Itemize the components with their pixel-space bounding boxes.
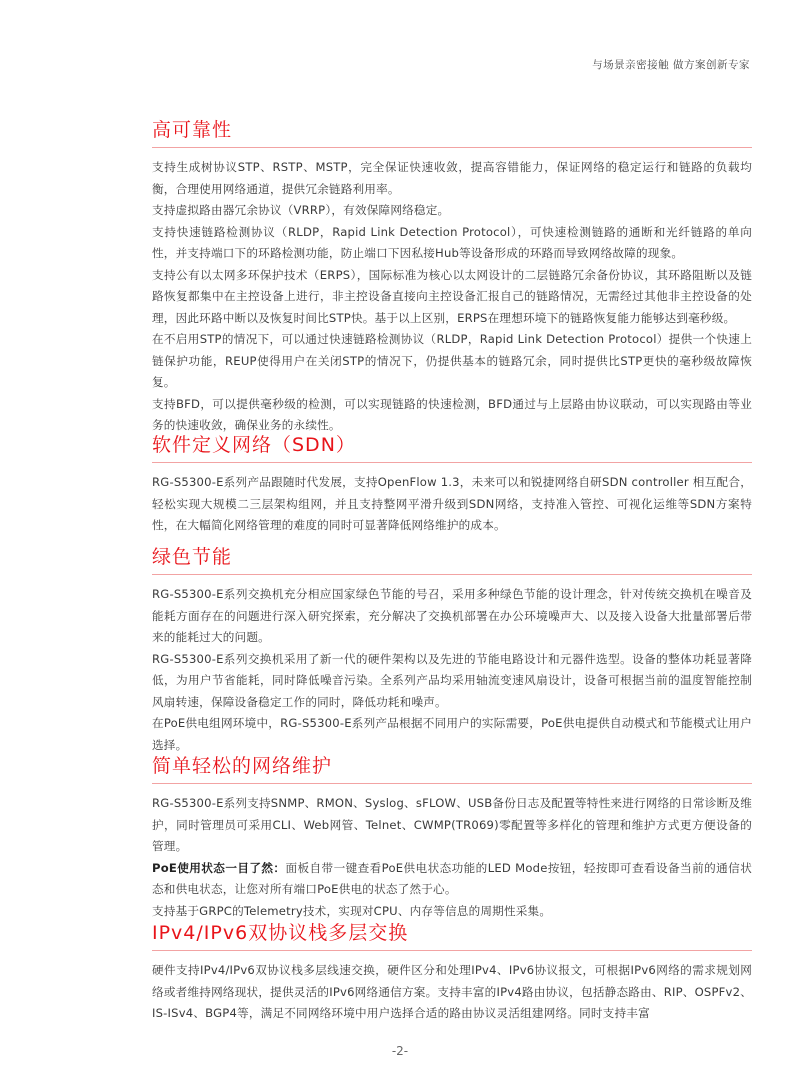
section-body bbox=[152, 472, 752, 537]
section-title: 软件定义网络（SDN） bbox=[152, 430, 752, 463]
section-body bbox=[152, 960, 752, 1025]
section-sdn bbox=[152, 430, 752, 537]
paragraph: 支持基于GRPC的Telemetry技术，实现对CPU、内存等信息的周期性采集。 bbox=[152, 903, 552, 918]
paragraph: 支持快速链路检测协议（RLDP，Rapid Link Detection Protocol），可快速检测链路的通断和光纤链路的单向性，并支持端口下的环路检测功能，防止端口下因私接Hub等设备形成的环路而导致网络故障的现象。 bbox=[152, 224, 752, 260]
section-body bbox=[152, 793, 752, 922]
paragraph: 支持BFD，可以提供毫秒级的检测，可以实现链路的快速检测，BFD通过与上层路由协议联动，可以实现路由等业务的快速收敛，确保业务的永续性。 bbox=[152, 396, 752, 432]
paragraph: RG-S5300-E系列产品跟随时代发展，支持OpenFlow 1.3，未来可以和锐捷网络自研SDN controller 相互配合，轻松实现大规模二三层架构组网，并且支持整网平滑升级到SDN网络，支持准入管控、可视化运维等SDN方案特性，在大幅简化网络管理的难度的同时可显著降低网络维护的成本。 bbox=[152, 475, 752, 532]
section-title: 简单轻松的网络维护 bbox=[152, 751, 752, 784]
paragraph: RG-S5300-E系列支持SNMP、RMON、Syslog、sFLOW、USB备份日志及配置等特性来进行网络的日常诊断及维护，同时管理员可采用CLI、Web网管、Telnet、CWMP(TR069)零配置等多样化的管理和维护方式更方便设备的管理。 bbox=[152, 796, 752, 853]
paragraph: RG-S5300-E系列交换机采用了新一代的硬件架构以及先进的节能电路设计和元器件选型。设备的整体功耗显著降低，为用户节省能耗，同时降低噪音污染。全系列产品均采用轴流变速风扇设计，设备可根据当前的温度智能控制风扇转速，保障设备稳定工作的同时，降低功耗和噪声。 bbox=[152, 651, 752, 709]
section-network-maintenance bbox=[152, 751, 752, 922]
section-title: IPv4/IPv6双协议栈多层交换 bbox=[152, 918, 752, 951]
paragraph-bold-lead: PoE使用状态一目了然： bbox=[152, 860, 286, 875]
paragraph: RG-S5300-E系列交换机充分相应国家绿色节能的号召，采用多种绿色节能的设计理念，针对传统交换机在噪音及能耗方面存在的问题进行深入研究探索，充分解决了交换机部署在办公环境噪声大、以及接入设备大批量部署后带来的能耗过大的问题。 bbox=[152, 587, 752, 644]
section-title: 高可靠性 bbox=[152, 115, 752, 148]
section-body bbox=[152, 584, 752, 756]
paragraph: 在不启用STP的情况下，可以通过快速链路检测协议（RLDP，Rapid Link Detection Protocol）提供一个快速上链保护功能，REUP使得用户在关闭STP的情况下，仍提供基本的链路冗余，同时提供比STP更快的毫秒级故障恢复。 bbox=[152, 332, 752, 389]
section-body bbox=[152, 157, 752, 437]
paragraph bbox=[152, 858, 752, 901]
paragraph: 硬件支持IPv4/IPv6双协议栈多层线速交换，硬件区分和处理IPv4、IPv6协议报文，可根据IPv6网络的需求规划网络或者维持网络现状，提供灵活的IPv6网络通信方案。支持丰富的IPv4路由协议，包括静态路由、RIP、OSPFv2、IS-ISv4、BGP4等，满足不同网络环境中用户选择合适的路由协议灵活组建网络。同时支持丰富 bbox=[152, 963, 752, 1020]
section-ipv4-ipv6 bbox=[152, 918, 752, 1025]
page-number: -2- bbox=[391, 1044, 409, 1058]
paragraph: 支持生成树协议STP、RSTP、MSTP，完全保证快速收敛，提高容错能力，保证网络的稳定运行和链路的负载均衡，合理使用网络通道，提供冗余链路利用率。 bbox=[152, 160, 752, 196]
section-green-energy bbox=[152, 542, 752, 756]
section-title: 绿色节能 bbox=[152, 542, 752, 575]
paragraph-text: 面板自带一键查看PoE供电状态功能的LED Mode按钮，轻按即可查看设备当前的通信状态和供电状态，让您对所有端口PoE供电的状态了然于心。 bbox=[152, 860, 752, 896]
paragraph: 支持公有以太网多环保护技术（ERPS），国际标准为核心以太网设计的二层链路冗余备份协议，其环路阻断以及链路恢复都集中在主控设备上进行，非主控设备直接向主控设备汇报自己的链路情况，无需经过其他非主控设备的处理，因此环路中断以及恢复时间比STP快。基于以上区别，ERPS在理想环境下的链路恢复能力能够达到毫秒级。 bbox=[152, 267, 752, 325]
paragraph: 在PoE供电组网环境中，RG-S5300-E系列产品根据不同用户的实际需要，PoE供电提供自动模式和节能模式让用户选择。 bbox=[152, 716, 752, 752]
header-tagline: 与场景亲密接触 做方案创新专家 bbox=[592, 59, 750, 71]
section-high-reliability bbox=[152, 115, 752, 437]
paragraph: 支持虚拟路由器冗余协议（VRRP），有效保障网络稳定。 bbox=[152, 203, 450, 217]
